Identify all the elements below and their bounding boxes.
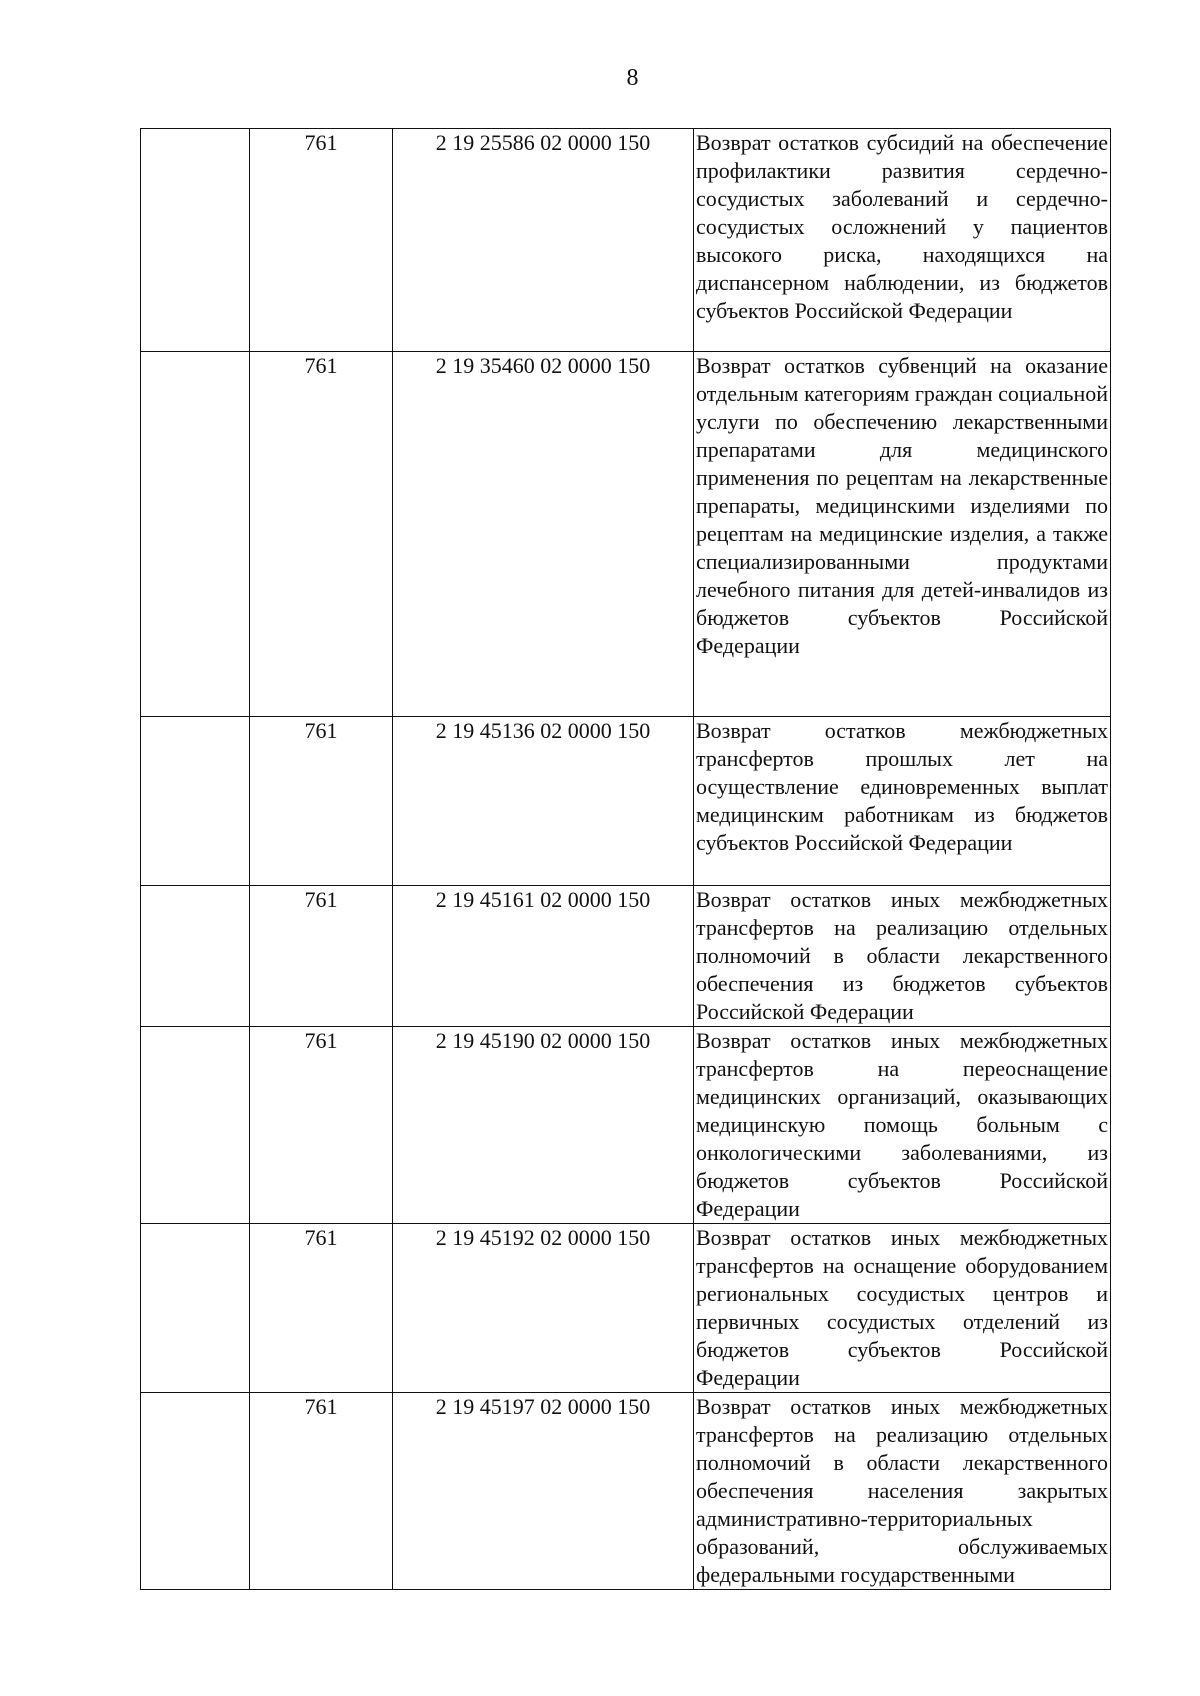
description-text: Возврат остатков межбюджетных трансфертов прошлых лет на осуществление единовременных выплат медицинским работникам из бюджетов субъектов Российской Федерации [696, 718, 1108, 855]
description-cell [694, 1027, 1111, 1224]
table-row [141, 717, 1111, 886]
description-text: Возврат остатков субсидий на обеспечение профилактики развития сердечно-сосудистых заболеваний и сердечно-сосудистых осложнений у пациентов высокого риска, находящихся на диспансерном наблюдении, из бюджетов субъектов Российской Федерации [696, 130, 1108, 323]
table-row [141, 886, 1111, 1027]
kbk-code: 2 19 45192 02 0000 150 [435, 1225, 651, 1250]
empty-cell [141, 717, 250, 886]
kbk-code: 2 19 45197 02 0000 150 [435, 1394, 651, 1419]
admin-code-cell [250, 1224, 393, 1393]
description-cell [694, 1393, 1111, 1590]
table-row [141, 129, 1111, 352]
kbk-cell [393, 352, 694, 717]
description-text: Возврат остатков субвенций на оказание отдельным категориям граждан социальной услуги по обеспечению лекарственными препаратами для медицинского применения по рецептам на лекарственные препараты, медицинскими изделиями по рецептам на медицинские изделия, а также специализированными продуктами лечебного питания для детей-инвалидов из бюджетов субъектов Российской Федерации [696, 353, 1108, 658]
description-cell [694, 886, 1111, 1027]
admin-code: 761 [304, 718, 338, 743]
empty-cell [141, 129, 250, 352]
budget-classification-table [140, 128, 1111, 1590]
admin-code: 761 [304, 130, 338, 155]
admin-code-cell [250, 717, 393, 886]
kbk-cell [393, 1393, 694, 1590]
description-text: Возврат остатков иных межбюджетных трансфертов на оснащение оборудованием региональных сосудистых центров и первичных сосудистых отделений из бюджетов субъектов Российской Федерации [696, 1225, 1108, 1390]
kbk-code: 2 19 25586 02 0000 150 [435, 130, 651, 155]
description-cell [694, 717, 1111, 886]
table-row [141, 1393, 1111, 1590]
admin-code: 761 [304, 887, 338, 912]
description-text: Возврат остатков иных межбюджетных трансфертов на реализацию отдельных полномочий в области лекарственного обеспечения из бюджетов субъектов Российской Федерации [696, 887, 1108, 1024]
admin-code-cell [250, 886, 393, 1027]
empty-cell [141, 886, 250, 1027]
description-cell [694, 129, 1111, 352]
empty-cell [141, 1393, 250, 1590]
kbk-cell [393, 1224, 694, 1393]
kbk-code: 2 19 45190 02 0000 150 [435, 1028, 651, 1053]
admin-code-cell [250, 1027, 393, 1224]
admin-code-cell [250, 352, 393, 717]
admin-code: 761 [304, 1028, 338, 1053]
empty-cell [141, 352, 250, 717]
kbk-cell [393, 1027, 694, 1224]
empty-cell [141, 1224, 250, 1393]
empty-cell [141, 1027, 250, 1224]
kbk-code: 2 19 35460 02 0000 150 [435, 353, 651, 378]
description-cell [694, 352, 1111, 717]
table-row [141, 1224, 1111, 1393]
page-number: 8 [626, 65, 639, 91]
description-text: Возврат остатков иных межбюджетных трансфертов на переоснащение медицинских организаций, оказывающих медицинскую помощь больным с онкологическими заболеваниями, из бюджетов субъектов Российской Федерации [696, 1028, 1108, 1221]
table-row [141, 352, 1111, 717]
admin-code-cell [250, 129, 393, 352]
admin-code-cell [250, 1393, 393, 1590]
kbk-cell [393, 129, 694, 352]
kbk-cell [393, 886, 694, 1027]
admin-code: 761 [304, 1225, 338, 1250]
description-cell [694, 1224, 1111, 1393]
kbk-cell [393, 717, 694, 886]
description-text: Возврат остатков иных межбюджетных трансфертов на реализацию отдельных полномочий в области лекарственного обеспечения населения закрытых административно-территориальных образований, обслуживаемых федеральными государственными [696, 1394, 1108, 1587]
admin-code: 761 [304, 353, 338, 378]
table-row [141, 1027, 1111, 1224]
admin-code: 761 [304, 1394, 338, 1419]
kbk-code: 2 19 45136 02 0000 150 [435, 718, 651, 743]
kbk-code: 2 19 45161 02 0000 150 [435, 887, 651, 912]
